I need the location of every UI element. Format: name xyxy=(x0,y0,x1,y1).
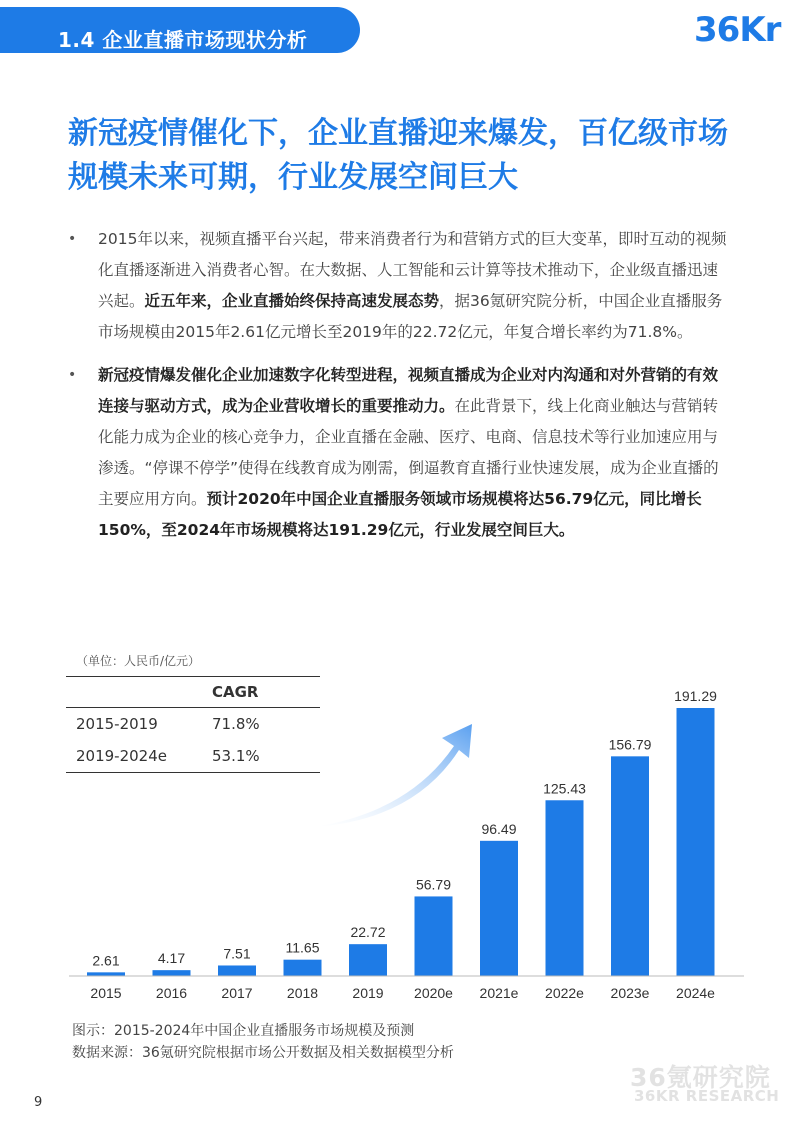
bar-2023e xyxy=(611,756,649,976)
watermark-cn: 36氪研究院 xyxy=(630,1063,771,1092)
watermark-en: 36KR RESEARCH xyxy=(634,1087,780,1105)
caption-source: 数据来源：36氪研究院根据市场公开数据及相关数据模型分析 xyxy=(72,1045,454,1061)
figure-caption xyxy=(72,1020,454,1064)
page-number: 9 xyxy=(34,1095,43,1110)
bullet-item-2 xyxy=(68,360,728,546)
x-tick-label: 2020e xyxy=(414,985,453,1001)
x-tick-label: 2019 xyxy=(352,985,384,1001)
bar-value-label: 22.72 xyxy=(350,924,386,941)
bar-2024e xyxy=(677,708,715,976)
x-tick-label: 2016 xyxy=(155,985,188,1001)
cagr-header-empty xyxy=(66,677,204,708)
x-tick-label: 2017 xyxy=(221,985,253,1001)
section-tab xyxy=(0,7,360,53)
cagr-row xyxy=(66,740,320,773)
caption-figure: 图示：2015-2024年中国企业直播服务市场规模及预测 xyxy=(72,1023,415,1039)
bar-value-label: 125.43 xyxy=(543,780,586,797)
bar-2022e xyxy=(546,800,584,976)
x-tick-label: 2021e xyxy=(479,985,519,1001)
x-tick-label: 2022e xyxy=(545,985,584,1001)
bar-value-label: 156.79 xyxy=(608,736,652,753)
unit-label: （单位：人民币/亿元） xyxy=(76,654,201,668)
bar-2017 xyxy=(218,965,256,976)
bullet1-bold-1: 近五年来，企业直播始终保持高速发展态势 xyxy=(144,292,440,310)
bar-2016 xyxy=(153,970,191,976)
bullet2-bold-1: 新冠疫情爆发催化企业加速数字化转型进程，视频直播成为企业对内沟通和对外营销的有效连接与驱动方式，成为企业营收增长的重要推动力。 xyxy=(98,366,719,415)
bullet-marker: • xyxy=(68,367,77,383)
bullet2-bold-2: 预计2020年中国企业直播服务领域市场规模将达56.79亿元，同比增长150%，至2024年市场规模将达191.29亿元，行业发展空间巨大。 xyxy=(98,490,702,539)
brand-logo: 36Kr xyxy=(694,10,781,50)
bar-2019 xyxy=(349,944,387,976)
section-title: 1.4 企业直播市场现状分析 xyxy=(58,28,308,52)
cagr-value: 71.8% xyxy=(212,715,260,733)
bar-2021e xyxy=(480,841,518,976)
x-tick-label: 2023e xyxy=(610,985,650,1001)
bullet-item-1 xyxy=(68,224,728,348)
cagr-table xyxy=(66,676,320,773)
bullet-list xyxy=(68,224,728,558)
x-tick-label: 2018 xyxy=(286,985,319,1001)
bar-value-label: 56.79 xyxy=(415,876,452,893)
bar-value-label: 11.65 xyxy=(285,939,320,956)
bar-value-label: 2.61 xyxy=(92,952,120,969)
cagr-period: 2015-2019 xyxy=(76,715,158,733)
x-tick-label: 2024e xyxy=(676,985,715,1001)
bullet1-text-1: 2015年以来，视频直播平台兴起，带来消费者行为和营销方式的巨大变革，即时互动的视频化直播逐渐进入消费者心智。在大数据、人工智能和云计算等技术推动下，企业级直播迅速兴起。 xyxy=(98,230,727,310)
cagr-row xyxy=(66,708,320,741)
bar-value-label: 4.17 xyxy=(157,950,186,967)
bar-2015 xyxy=(87,972,125,976)
bar-value-label: 7.51 xyxy=(223,945,251,962)
header-bar xyxy=(0,0,793,55)
bar-2020e xyxy=(415,896,453,976)
bullet2-text-1: 在此背景下，线上化商业触达与营销转化能力成为企业的核心竞争力，企业直播在金融、医疗、电商、信息技术等行业加速应用与渗透。“停课不停学”使得在线教育成为刚需，倒逼教育直播行业快速发展，成为企业直播的主要应用方向。 xyxy=(98,397,719,508)
bar-value-label: 191.29 xyxy=(674,688,717,704)
x-tick-label: 2015 xyxy=(90,985,122,1001)
bullet-marker: • xyxy=(68,231,77,247)
cagr-header-row xyxy=(66,677,320,708)
cagr-value: 53.1% xyxy=(204,740,320,773)
cagr-period: 2019-2024e xyxy=(66,740,204,773)
bullet1-text-2: ，据36氪研究院分析，中国企业直播服务市场规模由2015年2.61亿元增长至2019年的22.72亿元，年复合增长率约为71.8%。 xyxy=(98,292,723,341)
bar-value-label: 96.49 xyxy=(481,820,517,837)
bar-2018 xyxy=(284,960,322,976)
growth-arrow-icon xyxy=(314,724,472,827)
page-headline: 新冠疫情催化下，企业直播迎来爆发，百亿级市场规模未来可期，行业发展空间巨大 xyxy=(68,116,728,195)
cagr-header: CAGR xyxy=(204,677,320,708)
